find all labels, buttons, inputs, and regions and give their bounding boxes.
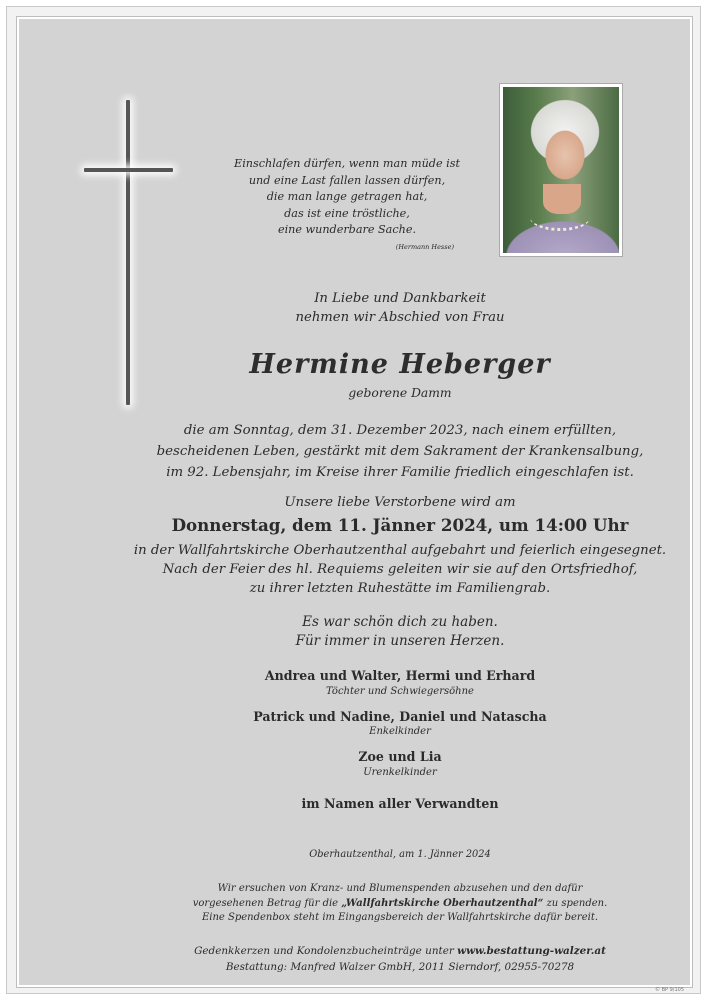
website-link[interactable]: www.bestattung-walzer.at — [457, 945, 606, 957]
poem-line: eine wunderbare Sache. — [277, 223, 417, 237]
intro-line: nehmen wir Abschied von Frau — [295, 310, 505, 325]
intro-text — [250, 289, 550, 327]
footer-line: Gedenkkerzen und Kondolenzbucheinträge unter www.bestattung-walzer.at — [194, 945, 606, 957]
donation-note — [150, 882, 650, 926]
ceremony-date: Donnerstag, dem 11. Jänner 2024, um 14:00 Uhr — [171, 515, 629, 535]
family-relation: Enkelkinder — [369, 726, 431, 737]
note-line: vorgesehenen Betrag für die „Wallfahrtskirche Oberhautzenthal“ zu spenden. — [192, 897, 608, 909]
place-date: Oberhautzenthal, am 1. Jänner 2024 — [309, 849, 491, 860]
footer — [150, 943, 650, 975]
family-names: Andrea und Walter, Hermi und Erhard — [264, 668, 536, 683]
footer-line: Bestattung: Manfred Walzer GmbH, 2011 Sierndorf, 02955-70278 — [225, 961, 575, 973]
copyright-mark: © BP 9/105 — [655, 987, 685, 993]
death-line: im 92. Lebensjahr, im Kreise ihrer Familie friedlich eingeschlafen ist. — [166, 465, 634, 480]
ceremony-announce: Unsere liebe Verstorbene wird am — [284, 495, 516, 510]
all-relatives: im Namen aller Verwandten — [301, 796, 499, 811]
ceremony-line: in der Wallfahrtskirche Oberhautzenthal aufgebahrt und feierlich eingesegnet. — [133, 543, 667, 558]
poem — [212, 156, 482, 251]
ceremony-line: Nach der Feier des hl. Requiems geleiten wir sie auf den Ortsfriedhof, — [162, 562, 638, 577]
death-line: bescheidenen Leben, gestärkt mit dem Sakrament der Krankensalbung, — [156, 444, 644, 459]
ceremony-text — [120, 541, 680, 598]
family-names: Zoe und Lia — [358, 749, 442, 764]
birth-name: geborene Damm — [348, 386, 452, 400]
intro-line: In Liebe und Dankbarkeit — [314, 291, 486, 306]
deceased-name: Hermine Heberger — [249, 349, 551, 380]
church-name: „Wallfahrtskirche Oberhautzenthal“ — [341, 897, 544, 909]
family-relation: Töchter und Schwiegersöhne — [326, 686, 474, 697]
note-line: Wir ersuchen von Kranz- und Blumenspenden abzusehen und den dafür — [217, 883, 583, 894]
poem-line: Einschlafen dürfen, wenn man müde ist — [234, 157, 460, 170]
death-line: die am Sonntag, dem 31. Dezember 2023, nach einem erfüllten, — [183, 423, 617, 438]
ceremony-line: zu ihrer letzten Ruhestätte im Familiengrab. — [249, 581, 551, 596]
family-relation: Urenkelkinder — [363, 767, 437, 778]
poem-line: und eine Last fallen lassen dürfen, — [248, 173, 446, 187]
memorial-quote — [250, 613, 550, 651]
poem-line: die man lange getragen hat, — [266, 190, 428, 204]
poem-author: (Hermann Hesse) — [395, 243, 454, 251]
note-line: Eine Spendenbox steht im Eingangsbereich der Wallfahrtskirche dafür bereit. — [201, 912, 599, 924]
poem-line: das ist eine tröstliche, — [284, 206, 410, 220]
quote-line: Es war schön dich zu haben. — [302, 614, 498, 630]
death-text — [140, 420, 660, 483]
family-names: Patrick und Nadine, Daniel und Natascha — [253, 709, 547, 724]
quote-line: Für immer in unseren Herzen. — [295, 633, 505, 649]
portrait-photo — [499, 83, 623, 257]
